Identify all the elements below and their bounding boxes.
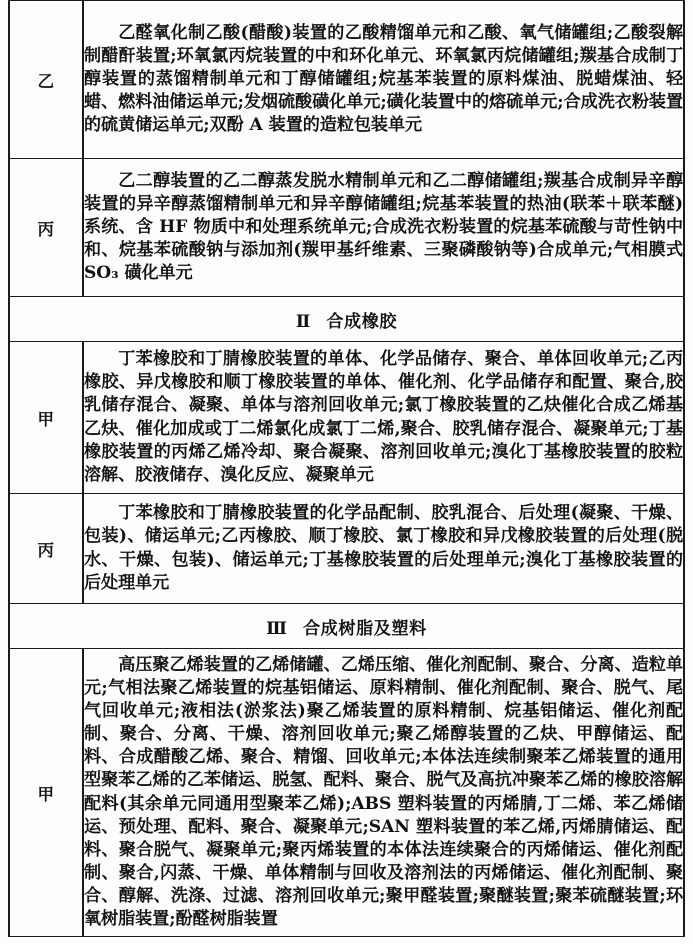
- description-cell-jia-2: [83, 649, 684, 937]
- category-cell-yi: 乙: [9, 1, 83, 159]
- section-title: 合成橡胶: [326, 311, 398, 332]
- description-text: 高压聚乙烯装置的乙烯储罐、乙烯压缩、催化剂配制、聚合、分离、造粒单元;气相法聚乙烯装置的烷基铝储运、原料精制、催化剂配制、聚合、脱气、尾气回收单元;液相法(淤浆法)聚乙烯装置的原料精制、烷基铝储运、催化剂配制、聚合、分离、干燥、溶剂回收单元;聚乙烯醇装置的乙炔、甲醇储运、配料、合成醋酸乙烯、聚合、精馏、回收单元;本体法连续制聚苯乙烯装置的通用型聚苯乙烯的乙苯储运、脱氢、配料、聚合、脱气及高抗冲聚苯乙烯的橡胶溶解配料(其余单元同通用型聚苯乙烯);ABS 塑料装置的丙烯腈,丁二烯、苯乙烯储运、预处理、配料、聚合、凝聚单元;SAN 塑料装置的苯乙烯,丙烯腈储运、配料、聚合脱气、凝聚单元;聚丙烯装置的本体法连续聚合的丙烯储运、催化剂配制、聚合,闪蒸、干燥、单体精制与回收及溶剂法的丙烯储运、催化剂配制、聚合、醇解、洗涤、过滤、溶剂回收单元;聚甲醛装置;聚醚装置;聚苯硫醚装置;环氧树脂装置;酚醛树脂装置: [84, 654, 683, 930]
- category-cell-jia-1: 甲: [9, 342, 83, 494]
- table-row: [9, 649, 684, 937]
- section-number: Ⅱ: [295, 311, 311, 332]
- category-cell-bing-2: 丙: [9, 494, 83, 604]
- section-title: 合成树脂及塑料: [302, 618, 427, 639]
- description-cell-bing-1: [83, 159, 684, 297]
- table-row: [9, 342, 684, 494]
- description-cell-yi: [83, 1, 684, 159]
- table-row: [9, 159, 684, 297]
- description-text: 乙醛氧化制乙酸(醋酸)装置的乙酸精馏单元和乙酸、氧气储罐组;乙酸裂解制醋酐装置;环氧氯丙烷装置的中和环化单元、环氧氯丙烷储罐组;羰基合成制丁醇装置的蒸馏精制单元和丁醇储罐组;烷基苯装置的原料煤油、脱蜡煤油、轻蜡、燃料油储运单元;发烟硫酸磺化单元;磺化装置中的熔硫单元;合成洗衣粉装置的硫黄储运单元;双酚 A 装置的造粒包装单元: [84, 22, 683, 136]
- description-cell-jia-1: [83, 342, 684, 494]
- description-text: 丁苯橡胶和丁腈橡胶装置的单体、化学品储存、聚合、单体回收单元;乙丙橡胶、异戊橡胶和顺丁橡胶装置的单体、催化剂、化学品储存和配置、聚合,胶乳储存混合、凝聚、单体与溶剂回收单元;氯丁橡胶装置的乙炔催化合成乙烯基乙炔、催化加成或丁二烯氯化成氯丁二烯,聚合、胶乳储存混合、凝聚单元;丁基橡胶装置的丙烯乙烯冷却、聚合凝聚、溶剂回收单元;溴化丁基橡胶装置的胶粒溶解、胶液储存、溴化反应、凝聚单元: [84, 349, 683, 485]
- category-cell-bing-1: 丙: [9, 159, 83, 297]
- hazard-classification-table: [8, 0, 685, 937]
- section-header-synthetic-rubber: [9, 297, 684, 342]
- description-text: 丁苯橡胶和丁腈橡胶装置的化学品配制、胶乳混合、后处理(凝聚、干燥、包装)、储运单元;乙丙橡胶、顺丁橡胶、氯丁橡胶和异戊橡胶装置的后处理(脱水、干燥、包装)、储运单元;丁基橡胶装置的后处理单元;溴化丁基橡胶装置的后处理单元: [84, 503, 683, 593]
- category-cell-jia-2: 甲: [9, 649, 83, 937]
- section-header-row: [9, 297, 684, 342]
- section-number: Ⅲ: [266, 618, 287, 639]
- description-text: 乙二醇装置的乙二醇蒸发脱水精制单元和乙二醇储罐组;羰基合成制异辛醇装置的异辛醇蒸馏精制单元和异辛醇储罐组;烷基苯装置的热油(联苯＋联苯醚)系统、含 HF 物质中和处理系统单元;合成洗衣粉装置的烷基苯硫酸与苛性钠中和、烷基苯硫酸钠与添加剂(羰甲基纤维素、三聚磷酸钠等)合成单元;气相膜式 SO₃ 磺化单元: [84, 170, 683, 284]
- table-body: [9, 1, 684, 937]
- section-header-row: [9, 604, 684, 649]
- description-cell-bing-2: [83, 494, 684, 604]
- section-header-synthetic-resin-plastics: [9, 604, 684, 649]
- table-row: [9, 1, 684, 159]
- table-row: [9, 494, 684, 604]
